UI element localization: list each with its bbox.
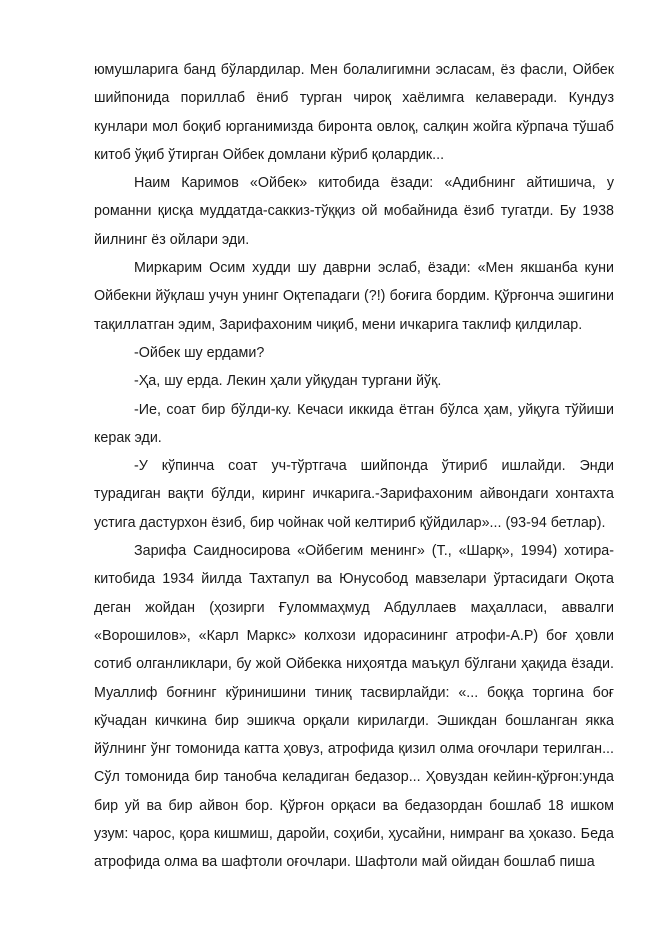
dialogue-line: -Ҳа, шу ерда. Лекин ҳали уйқудан тургани йўқ.	[134, 373, 442, 390]
paragraph: Наим Каримов «Ойбек» китобида ёзади: «Адибнинг айтишича, у романни қисқа муддатда-саккиз-тўққиз ой мобайнида ёзиб тугатди. Бу 1938 йилнинг ёз ойлари эди.	[94, 175, 614, 248]
document-page	[94, 56, 614, 877]
paragraph: юмушларига банд бўлардилар. Мен болалигимни эсласам, ёз фасли, Ойбек шийпонида пориллаб ёниб турган чироқ хаёлимга келаверади. Кундуз кунлари мол боқиб юрганимизда биронта овлоқ, салқин жойга кўрпача тўшаб китоб ўқиб ўтирган Ойбек домлани кўриб қолардик...	[94, 62, 614, 163]
paragraph: Зарифа Саидносирова «Ойбегим менинг» (Т., «Шарқ», 1994) хотира-китобида 1934 йилда Тахтапул ва Юнусобод мавзелари ўртасидаги Оқота деган жойдан (ҳозирги Ғуломмаҳмуд Абдуллаев маҳалласи, аввалги «Ворошилов», «Карл Маркс» колхози идорасининг атрофи-А.Р) боғ ҳовли сотиб олганликлари, бу жой Ойбекка ниҳоятда маъқул бўлгани ҳақида ёзади. Муаллиф боғнинг кўринишини тиниқ тасвирлайди: «... боққа торгина боғ кўчадан кичкина бир эшикча орқали кирилarди. Эшикдан бошланган якка йўлнинг ўнг томонида катта ҳовуз, атрофида қизил олма оғочлари терилган... Сўл томонида бир танобча келадиган бедазор... Ҳовуздан кейин-қўрғон:унда бир уй ва бир айвон бор. Қўрғон орқаси ва бедазордан бошлаб 18 ишком узум: чарос, қора кишмиш, даройи, соҳиби, ҳусайни, нимранг ва ҳоказо. Беда атрофида олма ва шафтоли оғочлари. Шафтоли май ойидан бошлаб пиша	[94, 543, 614, 871]
paragraph: Миркарим Осим худди шу даврни эслаб, ёзади: «Мен якшанба куни Ойбекни йўқлаш учун унинг Оқтепадаги (?!) боғига бордим. Қўрғонча эшигини тақиллатган эдим, Зарифахоним чиқиб, мени ичкарига таклиф қилдилар.	[94, 260, 614, 333]
dialogue-line: -Ие, соат бир бўлди-ку. Кечаси иккида ётган бўлса ҳам, уйқуга тўйиши керак эди.	[94, 401, 614, 446]
dialogue-line: -Ойбек шу ердами?	[134, 344, 265, 361]
dialogue-line: -У кўпинча соат уч-тўртгача шийпонда ўтириб ишлайди. Энди турадиган вақти бўлди, киринг ичкарига.-Зарифахоним айвондаги хонтахта устига дастурхон ёзиб, бир чойнак чой келтириб қўйдилар»... (93-94 бетлар).	[94, 458, 614, 531]
